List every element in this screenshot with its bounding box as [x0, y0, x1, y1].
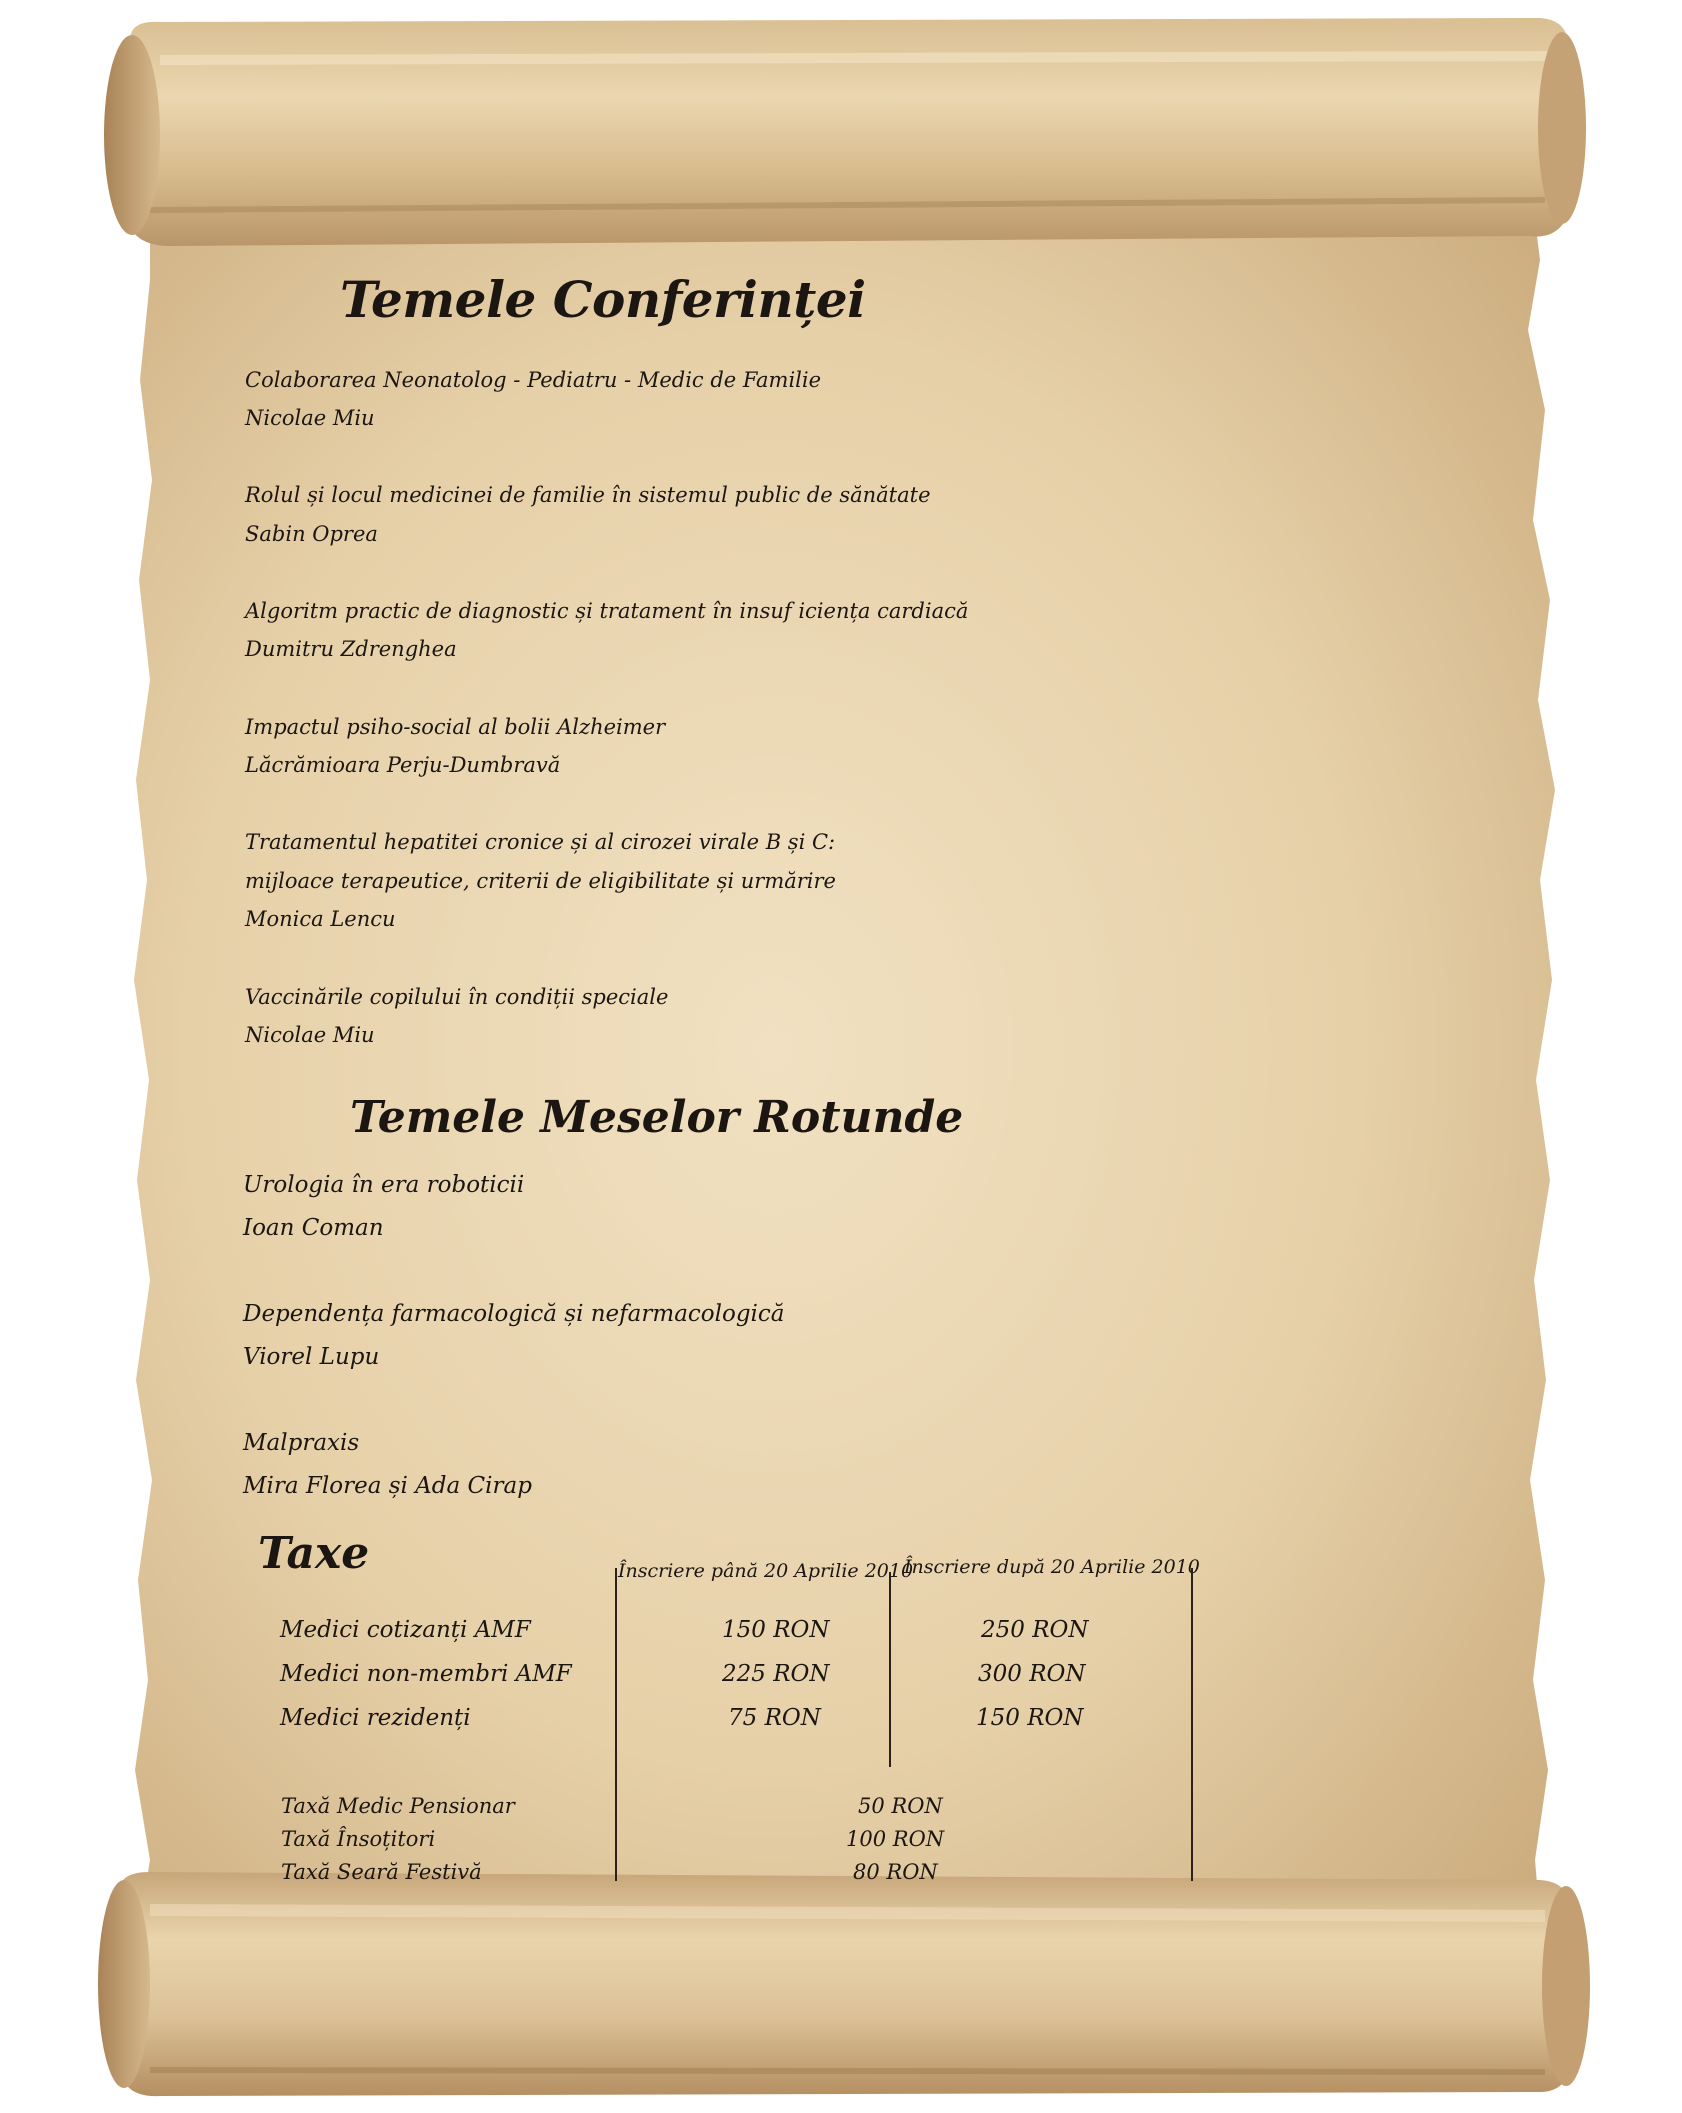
- conf-topic-6: Vaccinările copilului în condiții speciale: [245, 985, 669, 1009]
- conf-speaker-4: Lăcrămioara Perju-Dumbravă: [245, 753, 561, 777]
- round-tables-title: Temele Meselor Rotunde: [350, 1092, 964, 1143]
- round-topic-2: Dependența farmacologică și nefarmacologică: [243, 1301, 785, 1327]
- fee-row-label-1: Medici cotizanți AMF: [280, 1617, 531, 1643]
- conf-speaker-1: Nicolae Miu: [245, 406, 375, 430]
- conf-speaker-2: Sabin Oprea: [245, 522, 378, 546]
- fees-column-before: Înscriere până 20 Aprilie 2010: [618, 1560, 914, 1582]
- conf-topic-4: Impactul psiho-social al bolii Alzheimer: [245, 715, 666, 739]
- conf-topic-3: Algoritm practic de diagnostic și tratament în insuf iciența cardiacă: [245, 599, 969, 623]
- fee-row-label-2: Medici non-membri AMF: [280, 1661, 572, 1687]
- conference-title: Temele Conferinței: [340, 270, 866, 329]
- fees-title: Taxe: [258, 1528, 370, 1579]
- fee-extra-label-2: Taxă Însoțitori: [281, 1827, 436, 1851]
- fees-column-after: Înscriere după 20 Aprilie 2010: [904, 1556, 1200, 1578]
- fee-extra-value-3: 80 RON: [853, 1860, 938, 1884]
- fee-row-after-2: 300 RON: [978, 1661, 1086, 1687]
- fee-extra-label-3: Taxă Seară Festivă: [281, 1860, 482, 1884]
- fee-row-before-1: 150 RON: [722, 1617, 830, 1643]
- fee-extra-value-2: 100 RON: [846, 1827, 945, 1851]
- fees-divider-left: [615, 1568, 617, 1881]
- conf-speaker-6: Nicolae Miu: [245, 1023, 375, 1047]
- conf-topic-1: Colaborarea Neonatolog - Pediatru - Medic de Familie: [245, 368, 822, 392]
- fee-row-after-1: 250 RON: [981, 1617, 1089, 1643]
- round-speaker-2: Viorel Lupu: [243, 1344, 380, 1370]
- conf-topic-5-line-2: mijloace terapeutice, criterii de eligibilitate și urmărire: [245, 869, 836, 893]
- round-speaker-3: Mira Florea și Ada Cirap: [243, 1473, 532, 1499]
- fee-row-before-2: 225 RON: [722, 1661, 830, 1687]
- fees-divider-right: [1191, 1568, 1193, 1881]
- conf-speaker-3: Dumitru Zdrenghea: [245, 637, 457, 661]
- round-topic-1: Urologia în era roboticii: [243, 1172, 525, 1198]
- conf-speaker-5: Monica Lencu: [245, 907, 396, 931]
- fee-extra-value-1: 50 RON: [858, 1794, 943, 1818]
- conf-topic-2: Rolul și locul medicinei de familie în sistemul public de sănătate: [245, 483, 931, 507]
- fee-row-label-3: Medici rezidenți: [280, 1705, 471, 1731]
- round-topic-3: Malpraxis: [243, 1430, 360, 1456]
- fees-divider-middle: [889, 1572, 891, 1767]
- fee-row-after-3: 150 RON: [976, 1705, 1084, 1731]
- round-speaker-1: Ioan Coman: [243, 1215, 384, 1241]
- conf-topic-5-line-1: Tratamentul hepatitei cronice și al cirozei virale B și C:: [245, 830, 836, 854]
- fee-row-before-3: 75 RON: [728, 1705, 821, 1731]
- fee-extra-label-1: Taxă Medic Pensionar: [281, 1794, 515, 1818]
